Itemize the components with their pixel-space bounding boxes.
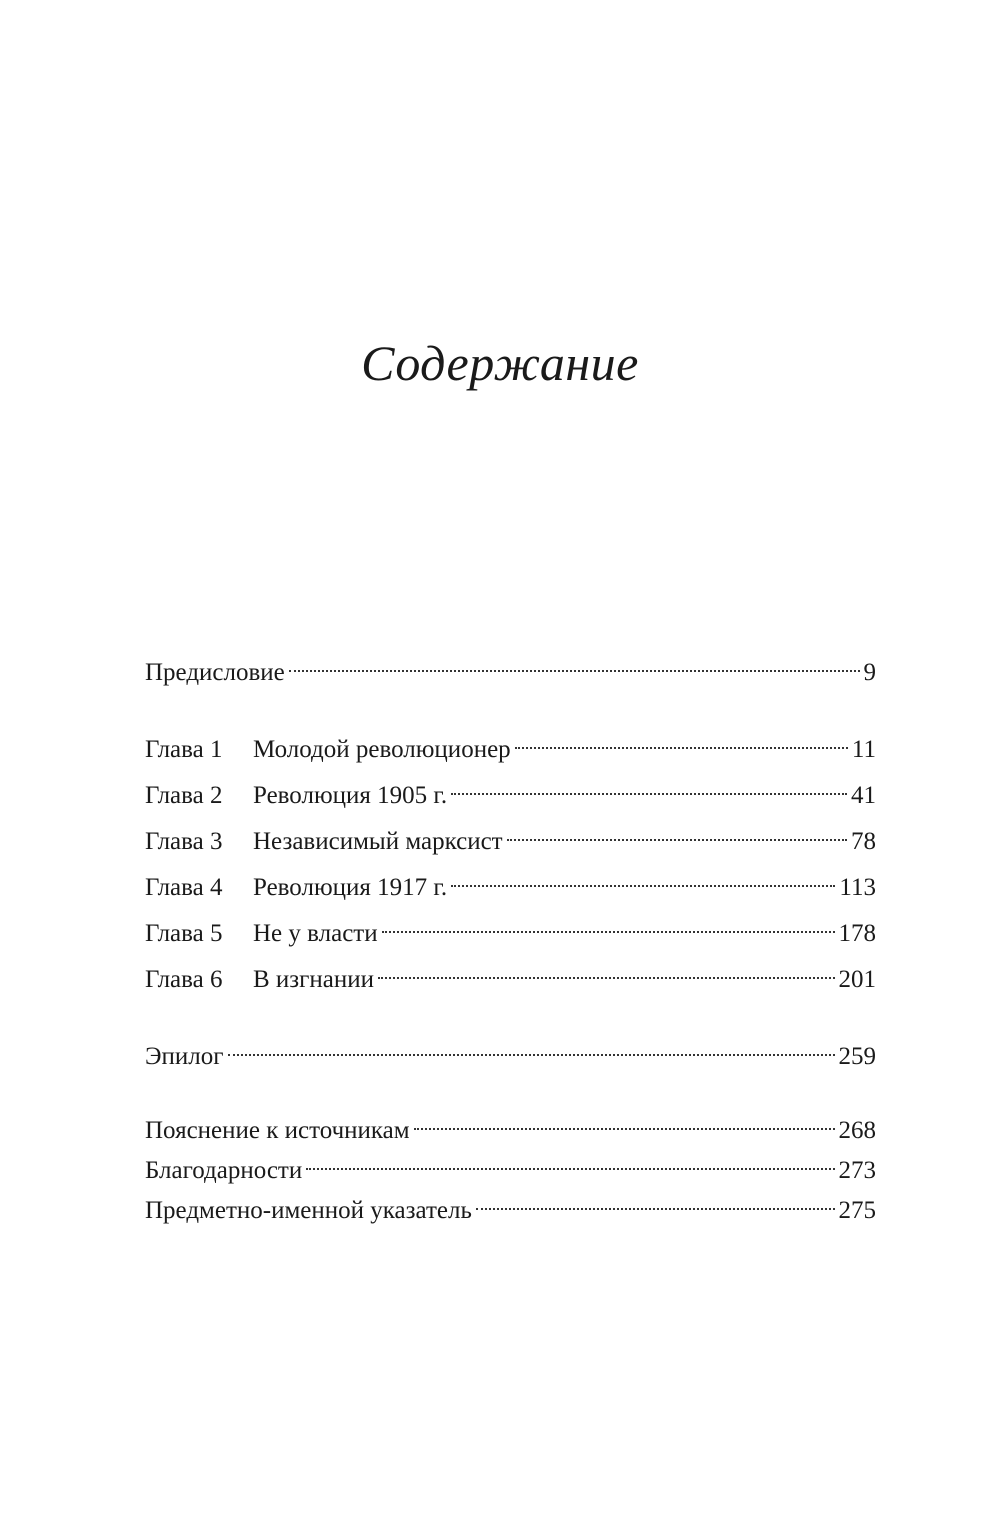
toc-entry-epilogue[interactable] [145, 1032, 876, 1070]
toc-entry-chapter-3[interactable] [145, 817, 876, 855]
toc-entry-chapter-5[interactable] [145, 909, 876, 947]
toc-page-number: 9 [863, 659, 876, 686]
dot-leader [382, 909, 835, 941]
toc-entry-preface[interactable] [145, 648, 876, 686]
dot-leader [507, 817, 847, 849]
toc-entry-label: Предметно-именной указатель [145, 1197, 472, 1224]
toc-chapter-number: Глава 2 [145, 782, 223, 809]
toc-chapter-number: Глава 1 [145, 736, 223, 763]
toc-page-number: 201 [838, 966, 876, 993]
toc-entry-label: Благодарности [145, 1157, 303, 1184]
toc-entry-sources-note[interactable] [145, 1106, 876, 1144]
toc-entry-chapter-4[interactable] [145, 863, 876, 901]
toc-entry-chapter-1[interactable] [145, 725, 876, 763]
toc-chapter-number: Глава 5 [145, 920, 223, 947]
dot-leader [289, 648, 860, 680]
toc-chapter-number: Глава 3 [145, 828, 223, 855]
toc-entry-label: Не у власти [253, 920, 378, 947]
toc-page-number: 41 [851, 782, 876, 809]
dot-leader [515, 725, 848, 757]
toc-entry-acknowledgements[interactable] [145, 1146, 876, 1184]
toc-page-number: 178 [838, 920, 876, 947]
page-title: Содержание [361, 335, 639, 391]
toc-entry-label: Молодой революционер [253, 736, 511, 763]
dot-leader [228, 1032, 835, 1064]
toc-entry-label: Предисловие [145, 659, 285, 686]
toc-page-number: 113 [839, 874, 876, 901]
toc-page-number: 273 [838, 1157, 876, 1184]
toc-page-number: 78 [851, 828, 876, 855]
dot-leader [378, 955, 834, 987]
toc-chapter-number: Глава 4 [145, 874, 223, 901]
toc-entry-chapter-2[interactable] [145, 771, 876, 809]
dot-leader [306, 1146, 834, 1178]
toc-entry-label: Революция 1917 г. [253, 874, 448, 901]
toc-page-number: 259 [838, 1043, 876, 1070]
toc-entry-label: В изгнании [253, 966, 375, 993]
dot-leader [414, 1106, 835, 1138]
toc-entry-label: Пояснение к источникам [145, 1117, 410, 1144]
dot-leader [451, 771, 847, 803]
toc-page-number: 268 [838, 1117, 876, 1144]
dot-leader [451, 863, 835, 895]
toc-page-number: 11 [851, 736, 876, 763]
toc-entry-chapter-6[interactable] [145, 955, 876, 993]
dot-leader [476, 1186, 835, 1218]
toc-entry-label: Эпилог [145, 1043, 224, 1070]
toc-page-number: 275 [838, 1197, 876, 1224]
toc-entry-index[interactable] [145, 1186, 876, 1224]
toc-chapter-number: Глава 6 [145, 966, 223, 993]
toc-entry-label: Революция 1905 г. [253, 782, 448, 809]
toc-entry-label: Независимый марксист [253, 828, 503, 855]
